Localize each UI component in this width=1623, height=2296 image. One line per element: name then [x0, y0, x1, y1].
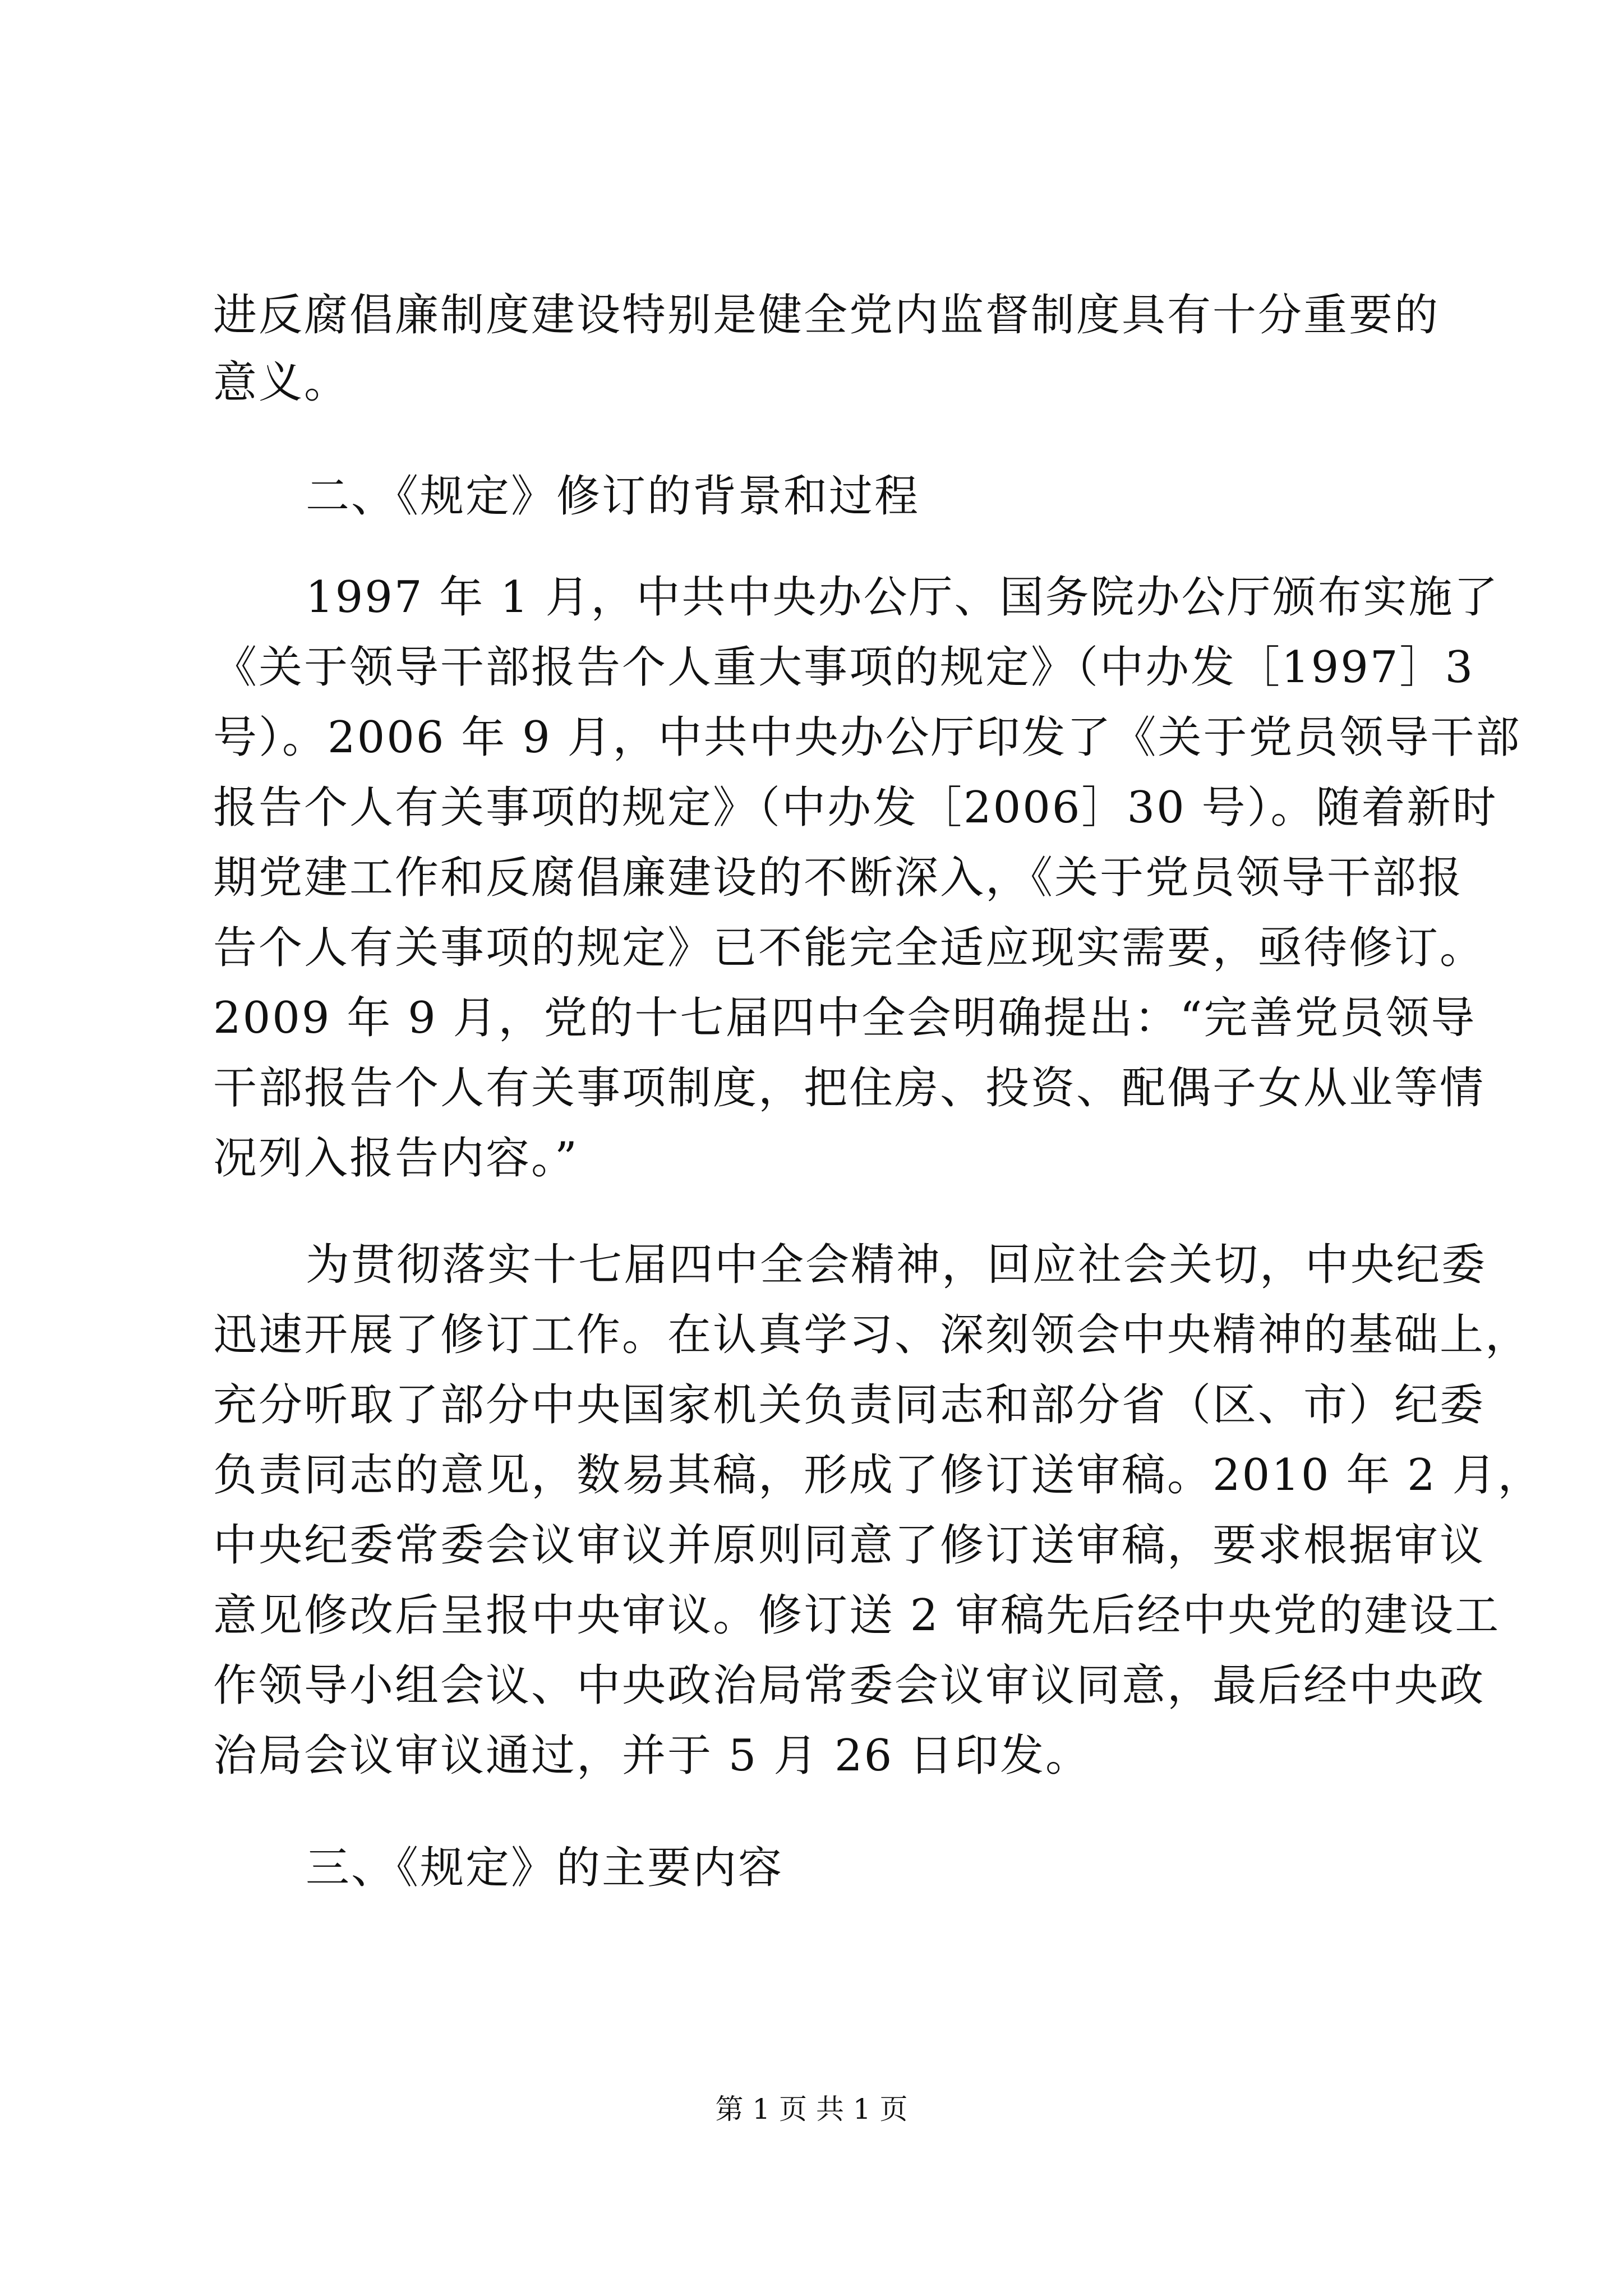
text-line: 迅速开展了修订工作。在认真学习、深刻领会中央精神的基础上， — [213, 1310, 1531, 1360]
section-heading: 三、《规定》的主要内容 — [306, 1843, 784, 1893]
text-line: 意见修改后呈报中央审议。修订送 2 审稿先后经中央党的建设工 — [213, 1590, 1501, 1641]
text-line: 意义。 — [213, 357, 350, 408]
text-line: 告个人有关事项的规定》已不能完全适应现实需要，亟待修订。 — [213, 923, 1486, 973]
text-line: 负责同志的意见，数易其稿，形成了修订送审稿。2010 年 2 月， — [213, 1450, 1543, 1501]
text-line: 1997 年 1 月，中共中央办公厅、国务院办公厅颁布实施了 — [306, 572, 1500, 623]
text-line: 2009 年 9 月，党的十七届四中全会明确提出：“完善党员领导 — [213, 993, 1477, 1043]
text-line: 《关于领导干部报告个人重大事项的规定》（中办发［1997］3 — [213, 642, 1475, 693]
text-line: 充分听取了部分中央国家机关负责同志和部分省（区、市）纪委 — [213, 1380, 1486, 1430]
text-line: 号）。2006 年 9 月，中共中央办公厅印发了《关于党员领导干部 — [213, 712, 1521, 763]
text-line: 期党建工作和反腐倡廉建设的不断深入，《关于党员领导干部报 — [213, 853, 1464, 903]
text-line: 况列入报告内容。” — [213, 1133, 579, 1184]
page-footer: 第 1 页 共 1 页 — [715, 2093, 908, 2125]
section-heading: 二、《规定》修订的背景和过程 — [306, 471, 920, 522]
text-line: 进反腐倡廉制度建设特别是健全党内监督制度具有十分重要的 — [213, 290, 1440, 341]
text-line: 作领导小组会议、中央政治局常委会议审议同意，最后经中央政 — [213, 1660, 1486, 1711]
text-line: 中央纪委常委会议审议并原则同意了修订送审稿，要求根据审议 — [213, 1520, 1486, 1571]
text-line: 报告个人有关事项的规定》（中办发［2006］30 号）。随着新时 — [213, 783, 1498, 833]
text-line: 干部报告个人有关事项制度，把住房、投资、配偶子女从业等情 — [213, 1063, 1486, 1114]
text-line: 为贯彻落实十七届四中全会精神，回应社会关切，中央纪委 — [306, 1240, 1487, 1290]
text-line: 治局会议审议通过，并于 5 月 26 日印发。 — [213, 1731, 1091, 1781]
